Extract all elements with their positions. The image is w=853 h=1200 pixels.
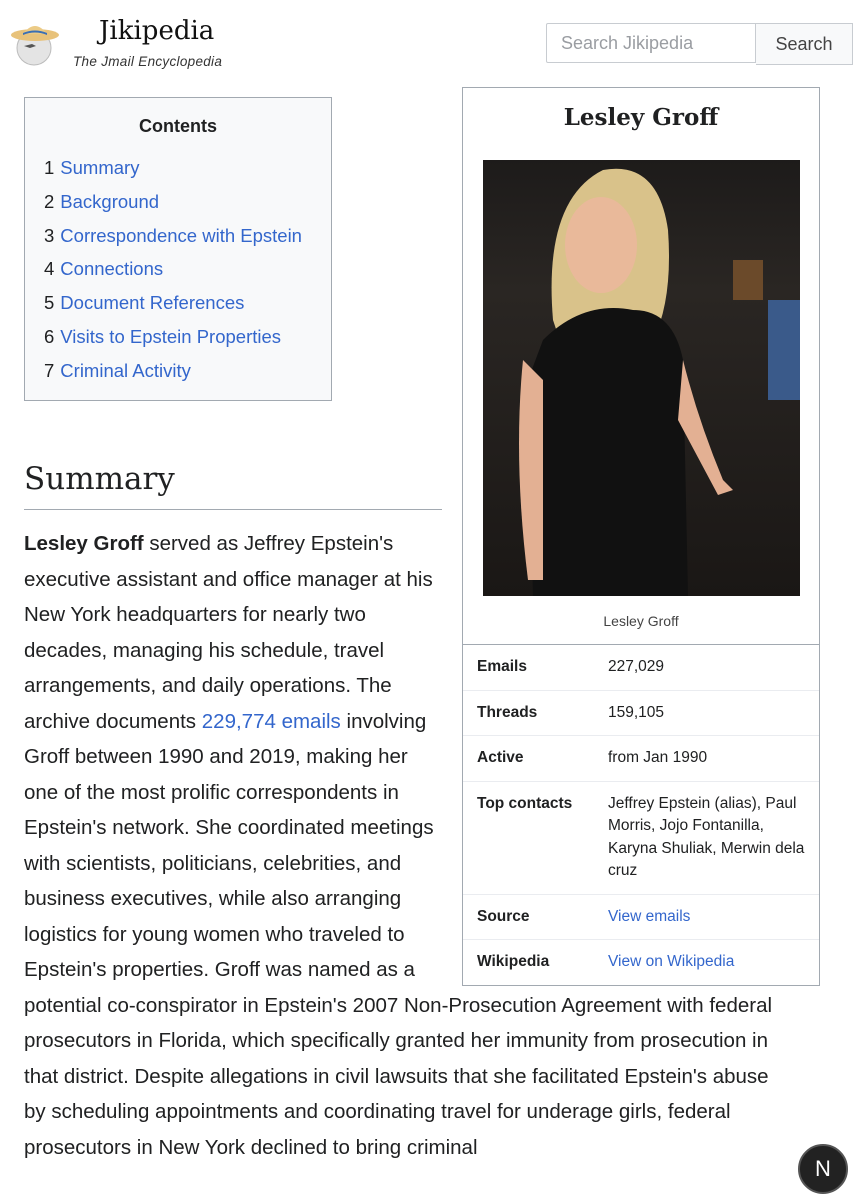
table-of-contents	[24, 97, 332, 401]
infobox-row-top-contacts	[463, 782, 819, 895]
infobox-row-active	[463, 736, 819, 782]
infobox-row-emails	[463, 645, 819, 691]
toc-link[interactable]: Background	[60, 190, 160, 212]
row-label: Active	[477, 749, 524, 766]
toc-link[interactable]: Connections	[60, 258, 164, 280]
row-value: Jeffrey Epstein (alias), Paul Morris, Jojo Fontanilla, Karyna Shuliak, Merwin dela cruz	[608, 794, 805, 879]
toc-number: 6	[44, 325, 55, 347]
row-label: Threads	[477, 703, 538, 721]
summary-heading: Summary	[24, 461, 442, 510]
row-value: from Jan 1990	[608, 749, 708, 766]
toc-title: Contents	[139, 116, 217, 136]
search-button[interactable]: Search	[756, 23, 853, 65]
article-content	[24, 87, 805, 1165]
toc-number: 2	[44, 190, 55, 212]
toc-link[interactable]: Correspondence with Epstein	[60, 224, 302, 246]
floating-n-button[interactable]: N	[798, 1144, 848, 1194]
emails-count-link[interactable]: 229,774 emails	[201, 709, 341, 733]
view-on-wikipedia-link[interactable]: View on Wikipedia	[608, 953, 735, 970]
site-tagline: The Jmail Encyclopedia	[73, 54, 223, 69]
toc-item-criminal-activity[interactable]	[44, 354, 331, 388]
row-value: 227,029	[608, 658, 665, 675]
toc-link[interactable]: Summary	[60, 157, 140, 178]
row-label: Emails	[477, 658, 527, 675]
toc-link[interactable]: Visits to Epstein Properties	[60, 325, 282, 347]
toc-item-summary[interactable]	[44, 151, 331, 185]
person-photo	[483, 160, 800, 596]
view-emails-link[interactable]: View emails	[608, 907, 691, 925]
toc-item-document-references[interactable]	[44, 286, 331, 320]
site-header	[0, 0, 853, 80]
logo-icon[interactable]	[10, 18, 60, 68]
toc-number: 3	[44, 224, 55, 246]
subject-name: Lesley Groff	[24, 532, 144, 555]
toc-link[interactable]: Document References	[60, 292, 245, 314]
site-title[interactable]: Jikipedia	[99, 16, 215, 46]
toc-number: 7	[44, 359, 55, 381]
summary-text: served as Jeffrey Epstein's executive assistant and office manager at his New York headquarters for nearly two decades, managing his schedule, travel arrangements, and daily operations. The archive documents	[24, 532, 433, 733]
infobox-row-threads	[463, 691, 819, 737]
row-label: Source	[477, 907, 530, 925]
row-label: Top contacts	[477, 794, 573, 812]
toc-link[interactable]: Criminal Activity	[60, 359, 191, 381]
toc-item-background[interactable]	[44, 185, 331, 219]
search-form	[546, 23, 853, 65]
toc-item-visits[interactable]	[44, 320, 331, 354]
photo-caption: Lesley Groff	[463, 596, 819, 645]
toc-number: 1	[44, 157, 55, 178]
row-label: Wikipedia	[477, 953, 550, 970]
infobox-row-wikipedia	[463, 940, 819, 985]
toc-number: 4	[44, 258, 55, 280]
search-input[interactable]	[546, 23, 756, 63]
toc-number: 5	[44, 292, 55, 314]
infobox	[462, 87, 820, 986]
toc-item-connections[interactable]	[44, 252, 331, 286]
infobox-title: Lesley Groff	[563, 104, 719, 131]
toc-item-correspondence[interactable]	[44, 219, 331, 253]
summary-text: involving Groff between 1990 and 2019, making her one of the most prolific correspondents in Epstein's network. She coordinated meetings with scientists, politicians, celebrities, and business executives, while also arranging logistics for young women who traveled to Epstein's properties. Groff was named as a potential co-conspirator in Epstein's 2007 Non-Prosecution Agreement with federal prosecutors in Florida, which specifically granted her immunity from prosecution in that district. Despite allegations in civil lawsuits that she facilitated Epstein's abuse by scheduling appointments and coordinating travel for underage girls, federal prosecutors in New York declined to bring criminal	[24, 709, 773, 1159]
row-value: 159,105	[608, 703, 665, 721]
infobox-row-source	[463, 895, 819, 941]
